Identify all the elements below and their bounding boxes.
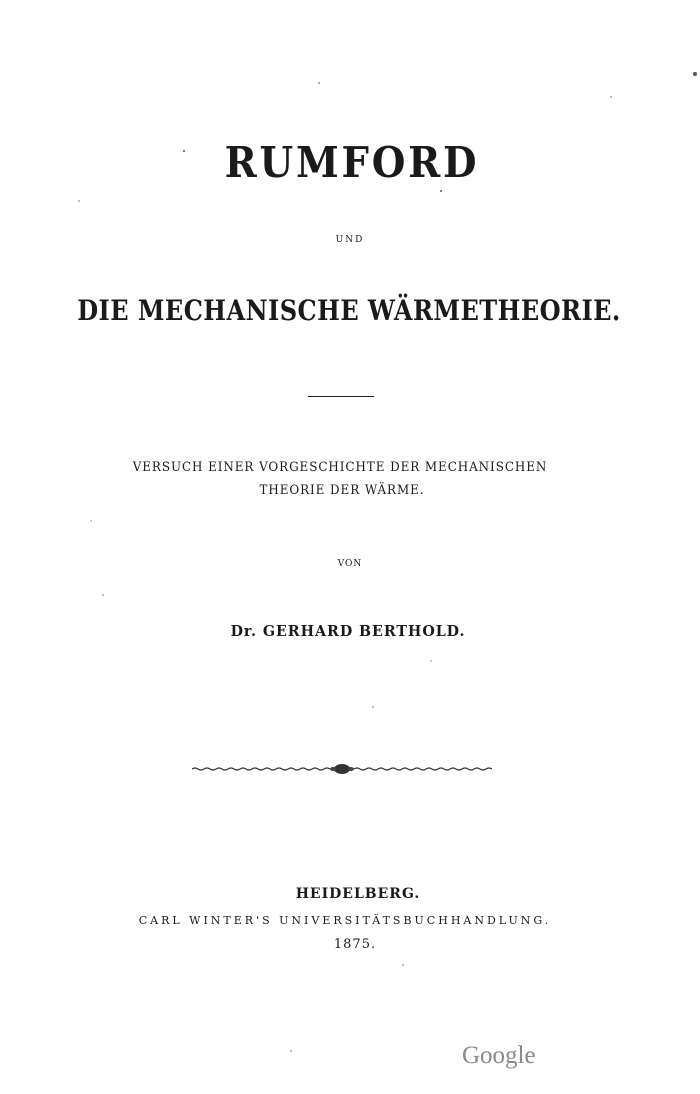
scan-speck xyxy=(610,96,612,98)
short-divider xyxy=(308,396,374,397)
main-title: RUMFORD xyxy=(224,138,480,187)
publication-year: 1875. xyxy=(333,937,377,952)
scan-speck xyxy=(290,1050,292,1052)
subtitle: DIE MECHANISCHE WÄRMETHEORIE. xyxy=(77,294,621,327)
scan-speck xyxy=(183,150,185,152)
scan-speck xyxy=(102,594,104,596)
scan-speck xyxy=(78,200,80,202)
scan-speck xyxy=(372,706,374,708)
scan-speck xyxy=(318,82,320,84)
scan-speck xyxy=(402,964,404,966)
description-line-2: THEORIE DER WÄRME. xyxy=(259,483,425,498)
publisher-name: CARL WINTER'S UNIVERSITÄTSBUCHHANDLUNG. xyxy=(138,914,552,927)
scan-speck xyxy=(440,190,442,192)
scan-speck xyxy=(693,72,697,76)
conjunction-text: UND xyxy=(335,235,365,245)
ornamental-divider xyxy=(192,762,492,776)
city-name: HEIDELBERG. xyxy=(295,886,421,902)
scan-speck xyxy=(430,660,432,662)
author-name: Dr. GERHARD BERTHOLD. xyxy=(230,622,466,640)
google-logo: Google xyxy=(462,1042,536,1069)
description-line-1: VERSUCH EINER VORGESCHICHTE DER MECHANISCHEN xyxy=(132,460,548,475)
scan-speck xyxy=(90,520,92,522)
by-text: VON xyxy=(337,559,363,569)
